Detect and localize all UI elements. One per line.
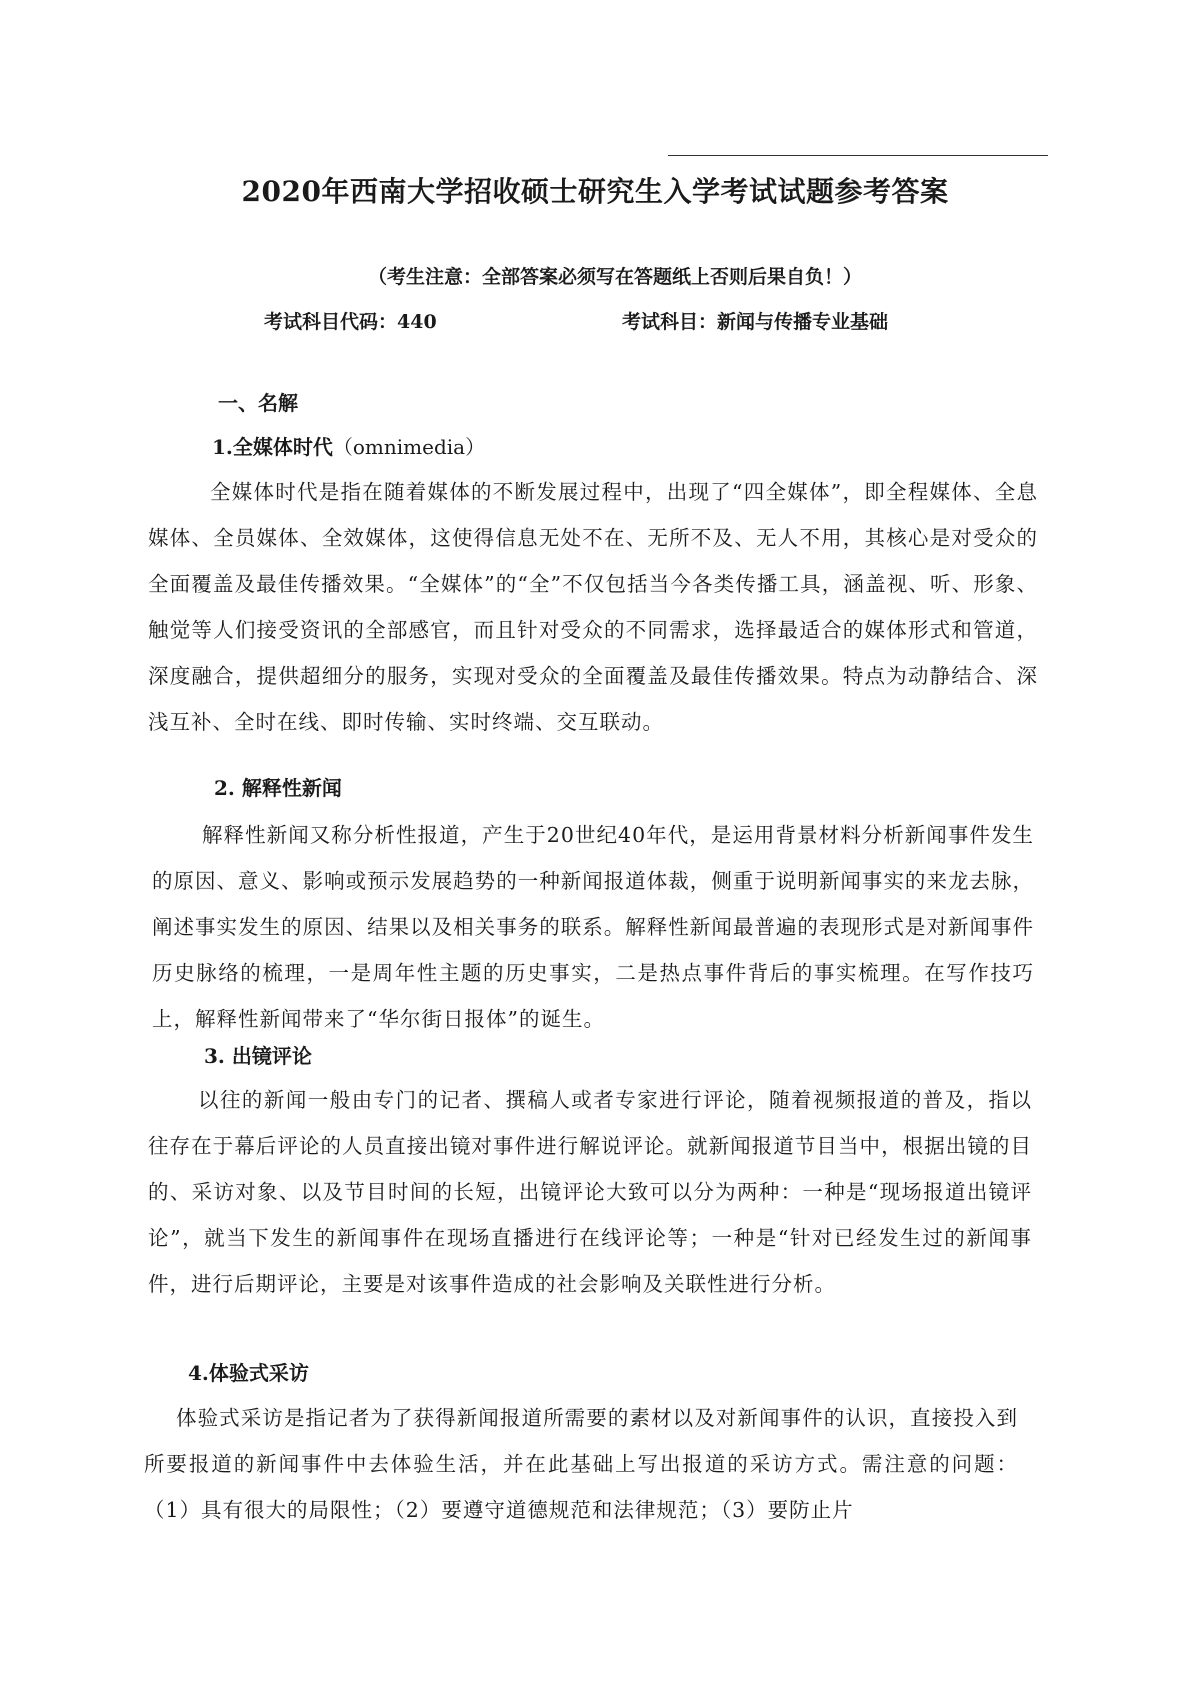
definition-paragraph: 全媒体时代是指在随着媒体的不断发展过程中，出现了“四全媒体”，即全程媒体、全息媒体、全员媒体、全效媒体，这使得信息无处不在、无所不及、无人不用，其核心是对受众的全面覆盖及最佳传播效果。“全媒体”的“全”不仅包括当今各类传播工具，涵盖视、听、形象、触觉等人们接受资讯的全部感官，而且针对受众的不同需求，选择最适合的媒体形式和管道，深度融合，提供超细分的服务，实现对受众的全面覆盖及最佳传播效果。特点为动静结合、深浅互补、全时在线、即时传输、实时终端、交互联动。 <box>148 480 1038 734</box>
page-title: 2020年西南大学招收硕士研究生入学考试试题参考答案 <box>241 175 949 208</box>
term-label: 1.全媒体时代 <box>212 435 333 459</box>
term-label: 3. 出镜评论 <box>204 1044 312 1068</box>
definition-paragraph: 解释性新闻又称分析性报道，产生于20世纪40年代，是运用背景材料分析新闻事件发生的原因、意义、影响或预示发展趋势的一种新闻报道体裁，侧重于说明新闻事实的来龙去脉，阐述事实发生的原因、结果以及相关事务的联系。解释性新闻最普遍的表现形式是对新闻事件历史脉络的梳理，一是周年性主题的历史事实，二是热点事件背后的事实梳理。在写作技巧上，解释性新闻带来了“华尔街日报体”的诞生。 <box>152 823 1034 1031</box>
exam-code: 考试科目代码：440 <box>264 311 437 333</box>
term-heading <box>212 431 485 460</box>
term-heading <box>188 1357 309 1386</box>
term-label: 4.体验式采访 <box>188 1361 309 1385</box>
definition-paragraph: 以往的新闻一般由专门的记者、撰稿人或者专家进行评论，随着视频报道的普及，指以往存在于幕后评论的人员直接出镜对事件进行解说评论。就新闻报道节目当中，根据出镜的目的、采访对象、以及节目时间的长短，出镜评论大致可以分为两种：一种是“现场报道出镜评论”，就当下发生的新闻事件在现场直播进行在线评论等；一种是“针对已经发生过的新闻事件，进行后期评论，主要是对该事件造成的社会影响及关联性进行分析。 <box>148 1088 1032 1296</box>
term-heading <box>204 1040 312 1069</box>
exam-subject: 考试科目：新闻与传播专业基础 <box>622 311 889 333</box>
term-label: 2. 解释性新闻 <box>214 776 342 800</box>
definition-paragraph: 体验式采访是指记者为了获得新闻报道所需要的素材以及对新闻事件的认识，直接投入到所要报道的新闻事件中去体验生活，并在此基础上写出报道的采访方式。需注意的问题：（1）具有很大的局限性；（2）要遵守道德规范和法律规范；（3）要防止片 <box>144 1406 1018 1522</box>
top-rule <box>668 155 1048 156</box>
term-heading <box>214 772 342 801</box>
term-english: （omnimedia） <box>332 435 486 459</box>
section-title: 一、名解 <box>218 391 298 415</box>
exam-notice: （考生注意：全部答案必须写在答题纸上否则后果自负！） <box>367 266 862 288</box>
